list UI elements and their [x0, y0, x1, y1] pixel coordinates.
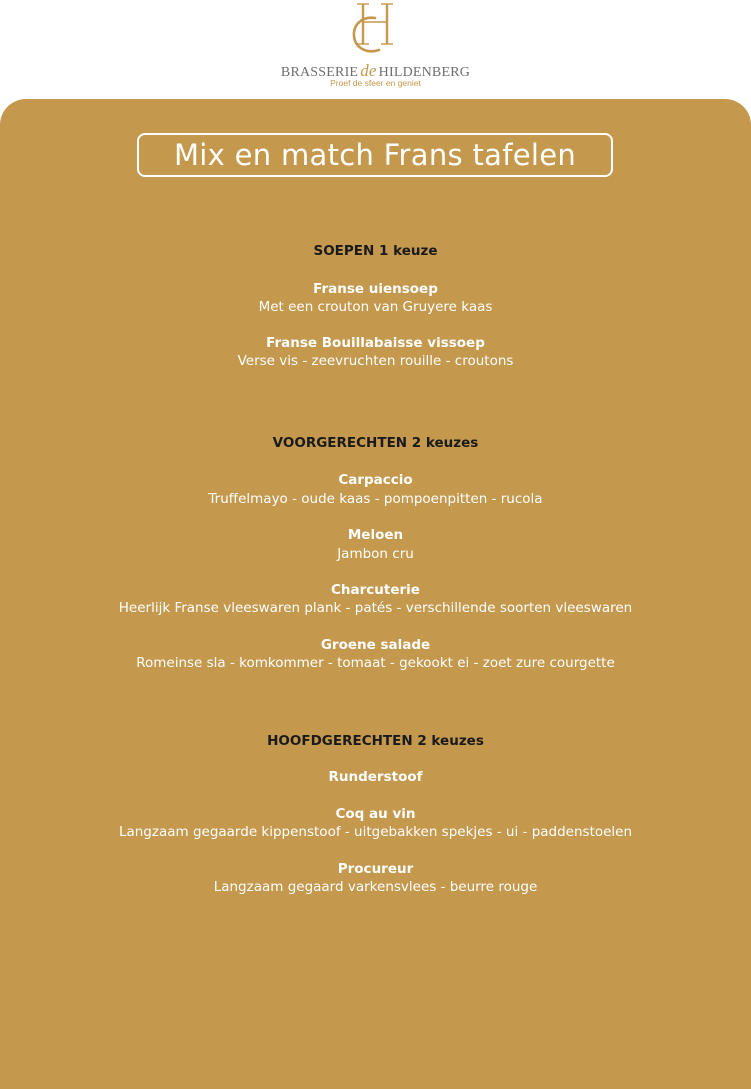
dish-name: Procureur [337, 861, 414, 877]
title-box [137, 133, 613, 177]
brand-logo-icon [335, 0, 415, 56]
dish-desc: Heerlijk Franse vleeswaren plank - patés - verschillende soorten vleeswaren [118, 600, 633, 616]
header [0, 0, 751, 100]
dish-name: Groene salade [320, 637, 431, 653]
dish-desc: Langzaam gegaard varkensvlees - beurre rouge [213, 879, 538, 895]
brand-name-right: HILDENBERG [378, 65, 471, 80]
brand-name-de: de [360, 61, 377, 80]
dish-name: Charcuterie [331, 582, 420, 598]
dish-name: Franse uiensoep [313, 281, 438, 297]
dish-desc: Verse vis - zeevruchten rouille - croutons [237, 353, 514, 369]
dish-desc: Romeinse sla - komkommer - tomaat - gekookt ei - zoet zure courgette [136, 655, 615, 671]
dish-desc: Truffelmayo - oude kaas - pompoenpitten - rucola [208, 491, 543, 507]
dish-desc: Jambon cru [337, 546, 414, 562]
section-heading-soepen: SOEPEN 1 keuze [313, 243, 438, 259]
section-heading-voorgerechten: VOORGERECHTEN 2 keuzes [272, 435, 479, 451]
dish-name: Franse Bouillabaisse vissoep [266, 335, 485, 351]
dish-desc: Met een crouton van Gruyere kaas [258, 299, 493, 315]
brand-name-left: BRASSERIE [280, 65, 359, 80]
brand-tagline: Proef de sfeer en geniet [330, 78, 421, 88]
dish-name: Runderstoof [328, 769, 423, 785]
dish-desc: Langzaam gegaarde kippenstoof - uitgebakken spekjes - ui - paddenstoelen [118, 824, 633, 840]
dish-name: Coq au vin [335, 806, 416, 822]
section-heading-hoofdgerechten: HOOFDGERECHTEN 2 keuzes [267, 733, 484, 749]
page-title: Mix en match Frans tafelen [173, 138, 577, 172]
dish-name: Carpaccio [338, 472, 413, 488]
dish-name: Meloen [347, 527, 404, 543]
